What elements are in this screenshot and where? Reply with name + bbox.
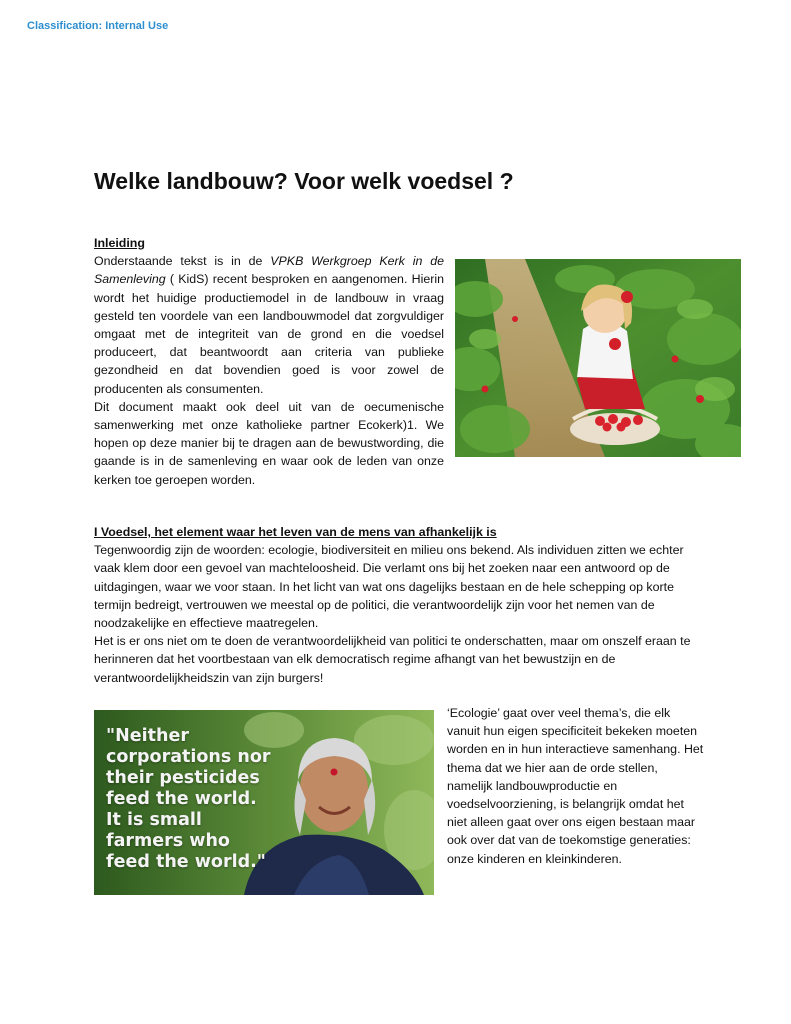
intro-section — [94, 234, 444, 489]
strawberry-field-image — [455, 259, 741, 457]
intro-paragraph-2: Dit document maakt ook deel uit van de oecumenische samenwerking met onze katholieke partner Ecokerk)1. We hopen op deze manier bij te dragen aan de bewustwording, die gaande is in de samenleving en waar ook de leden van onze kerken toe geroepen worden. — [94, 399, 444, 487]
section-1-paragraph-1: Tegenwoordig zijn de woorden: ecologie, biodiversiteit en milieu ons bekend. Als individuen zitten we echter vaak klem door een gevoel van machteloosheid. Die verlamt ons bij het zoeken naar een antwoord op de uitdagingen, waar we voor staan. In het licht van wat ons dagelijks bestaan en de hele schepping op korte termijn bedreigt, vertrouwen we meestal op de politici, die verantwoordelijk zijn voor het nemen van de noodzakelijke en effectieve maatregelen. — [94, 543, 684, 631]
intro-heading: Inleiding — [94, 236, 145, 250]
intro-paragraph-1 — [94, 252, 444, 398]
section-1-paragraph-2: Het is er ons niet om te doen de verantwoordelijkheid van politici te onderschatten, maar om onszelf eraan te herinneren dat het voortbestaan van elk democratisch regime afhangt van het bewustzijn en de verantwoordelijkheidszin van zijn burgers! — [94, 634, 691, 685]
classification-label: Classification: Internal Use — [27, 20, 169, 32]
section-1-heading: I Voedsel, het element waar het leven van de mens van afhankelijk is — [94, 525, 497, 539]
intro-p1-start: Onderstaande tekst is in de — [94, 254, 271, 269]
intro-p1-workgroup: VPKB Werkgroep Kerk in de Samenleving — [94, 254, 444, 287]
section-1 — [94, 523, 706, 687]
ecology-paragraph: ‘Ecologie’ gaat over veel thema’s, die elk vanuit hun eigen specificiteit bekeken moeten worden en in hun interactieve samenhang. Het thema dat we hier aan de orde stellen, namelijk landbouwproductie en voedselvoorziening, is belangrijk omdat het niet alleen gaat over ons eigen bestaan maar ook over dat van de toekomstige generaties: onze kinderen en kleinkinderen. — [447, 706, 704, 866]
page-title: Welke landbouw? Voor welk voedsel ? — [94, 168, 514, 194]
intro-p1-end: ( KidS) recent besproken en aangenomen. Hierin wordt het huidige productiemodel in de landbouw in vraag gesteld ten voordele van een landbouwmodel dat zorgvuldiger omgaat met de integriteit van de grond en die voedsel produceert, dat beantwoordt aan criteria van publieke gezondheid en dat bovendien goed is voor zowel de producenten als consumenten. — [94, 272, 444, 396]
quote-text: "Neither corporations nor their pesticides feed the world. It is small farmers who feed the world." — [106, 726, 271, 872]
quote-photo — [94, 710, 434, 895]
strawberry-picking-photo — [455, 259, 741, 457]
